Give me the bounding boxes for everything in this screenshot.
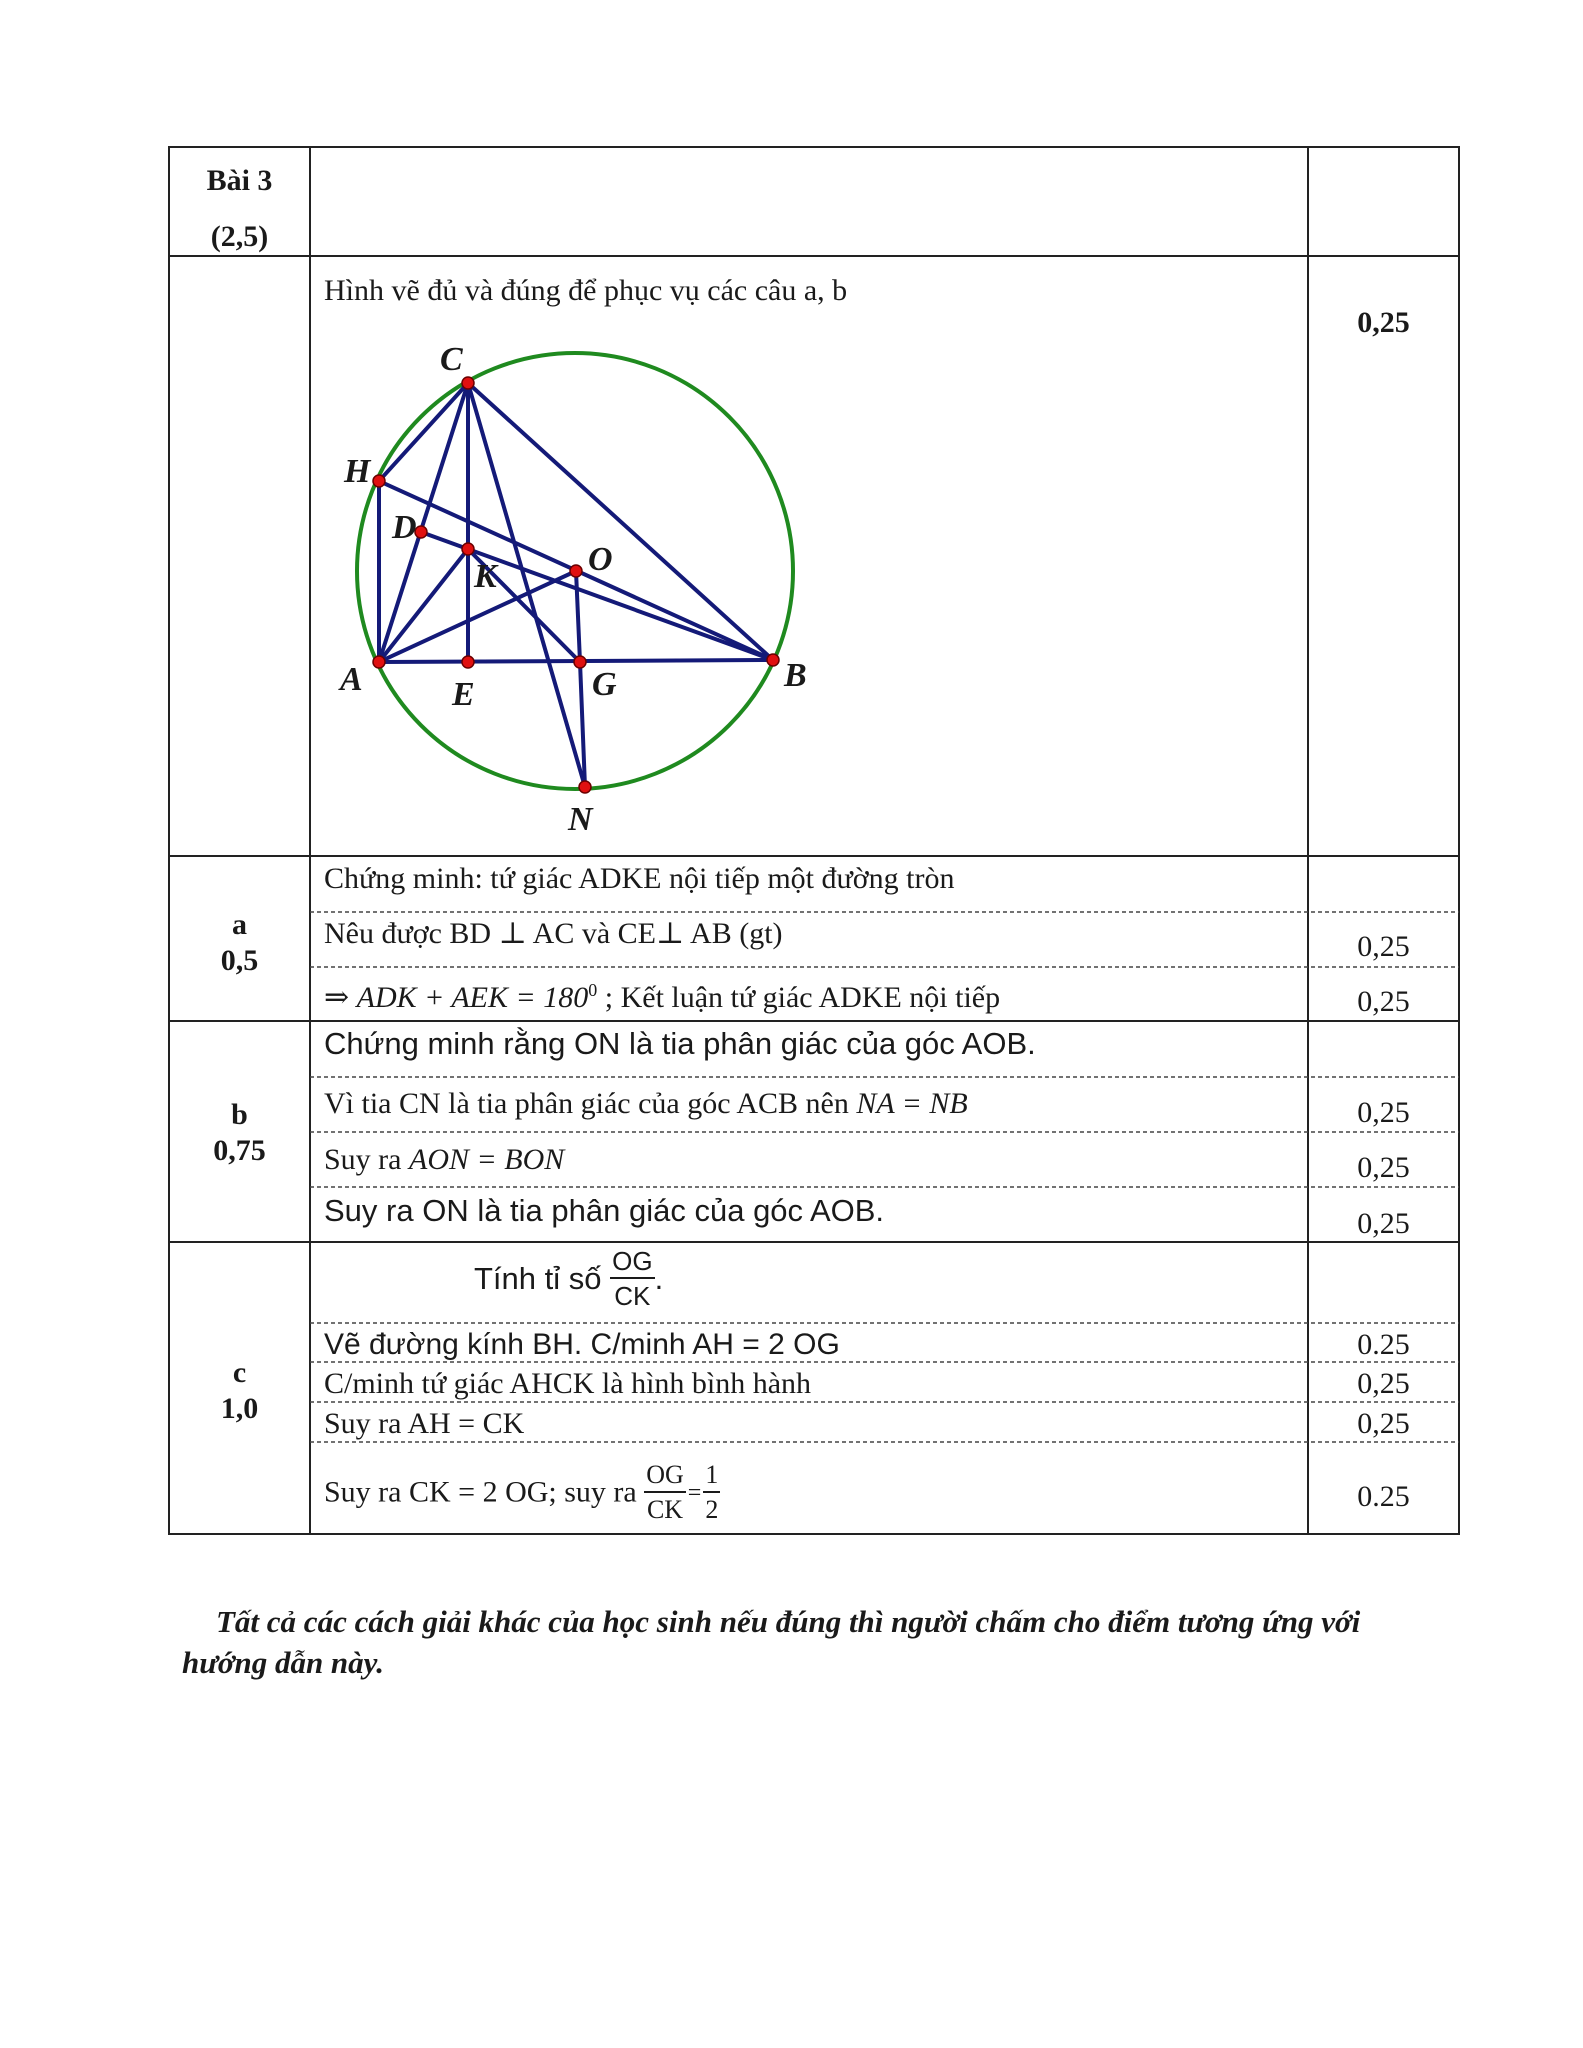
part-a-conclusion: ; Kết luận tứ giác ADKE nội tiếp	[597, 981, 1001, 1014]
part-c-step3: Suy ra AH = CK	[324, 1407, 525, 1440]
title-period: .	[654, 1261, 664, 1296]
part-b-step2-text: Suy ra	[324, 1143, 409, 1176]
part-a-step1-score: 0,25	[1357, 930, 1410, 963]
part-c-step2: C/minh tứ giác AHCK là hình bình hành	[324, 1367, 812, 1400]
figure-score: 0,25	[1357, 306, 1410, 339]
part-c-step3-score: 0,25	[1357, 1407, 1410, 1440]
part-b-step1-text: Vì tia CN là tia phân giác của góc ACB nên	[324, 1087, 857, 1120]
aon-equals-bon: AON = BON	[409, 1143, 565, 1176]
point-n	[579, 781, 591, 793]
part-b-step1-score: 0,25	[1357, 1096, 1410, 1129]
part-c-step4-score: 0.25	[1357, 1480, 1410, 1513]
fraction-denominator: CK	[614, 1281, 651, 1311]
figure-instruction: Hình vẽ đủ và đúng để phục vụ các câu a, b	[324, 274, 848, 307]
fraction-numerator: 1	[703, 1462, 720, 1493]
part-a-step1: Nêu được BD ⊥ AC và CE⊥ AB (gt)	[324, 917, 783, 950]
point-b	[767, 654, 779, 666]
grading-note: Tất cả các cách giải khác của học sinh nếu đúng thì người chấm cho điểm tương ứng với hướng dẫn này.	[182, 1604, 1361, 1680]
label-b: B	[784, 657, 807, 694]
part-c-step1-score: 0.25	[1357, 1328, 1410, 1361]
fraction-numerator: OG	[644, 1462, 686, 1493]
part-b-step2-score: 0,25	[1357, 1151, 1410, 1184]
part-c-points: 1,0	[220, 1392, 259, 1425]
point-h	[373, 475, 385, 487]
label-g: G	[592, 666, 617, 703]
label-c: C	[440, 341, 463, 378]
part-b-step3-score: 0,25	[1357, 1207, 1410, 1240]
equals-sign: =	[687, 1479, 702, 1506]
ratio-og-ck-result	[644, 1462, 686, 1523]
part-c-title	[474, 1248, 663, 1309]
part-b-step3: Suy ra ON là tia phân giác của góc AOB.	[324, 1193, 885, 1228]
label-d: D	[392, 509, 417, 546]
segment-cb	[468, 383, 773, 660]
part-c-step1: Vẽ đường kính BH. C/minh AH = 2 OG	[324, 1328, 840, 1361]
ratio-one-half	[703, 1462, 720, 1523]
label-h: H	[344, 453, 371, 490]
implies-symbol: ⇒	[324, 981, 350, 1014]
part-a-points: 0,5	[220, 944, 259, 977]
fraction-denominator: 2	[705, 1495, 719, 1524]
part-c-title-text: Tính tỉ số	[474, 1261, 611, 1296]
degree-superscript: 0	[588, 980, 598, 1000]
label-n: N	[568, 801, 593, 838]
ratio-og-ck	[610, 1248, 654, 1309]
part-b-label: b	[231, 1098, 248, 1131]
part-b-step1	[324, 1089, 968, 1119]
part-b-title: Chứng minh rằng ON là tia phân giác của góc AOB.	[324, 1026, 1036, 1061]
part-a-title: Chứng minh: tứ giác ADKE nội tiếp một đường tròn	[324, 862, 955, 895]
part-c-step2-score: 0,25	[1357, 1367, 1410, 1400]
segment-ak	[379, 549, 468, 662]
point-c	[462, 377, 474, 389]
label-e: E	[452, 676, 475, 713]
part-a-step2	[324, 981, 1000, 1013]
fraction-denominator: CK	[646, 1495, 684, 1524]
part-a-step2-score: 0,25	[1357, 985, 1410, 1018]
segment-og	[576, 571, 580, 662]
angle-sum-equation: ADK + AEK = 180	[356, 981, 589, 1014]
point-e	[462, 656, 474, 668]
part-b-points: 0,75	[213, 1134, 266, 1167]
point-g	[574, 656, 586, 668]
problem-points: (2,5)	[210, 220, 269, 253]
geometry-figure	[320, 330, 820, 840]
point-a	[373, 656, 385, 668]
label-a: A	[340, 661, 363, 698]
point-o	[570, 565, 582, 577]
point-k	[462, 543, 474, 555]
segment-ch	[379, 383, 468, 481]
part-c-step4	[324, 1462, 720, 1523]
na-equals-nb: NA = NB	[856, 1087, 968, 1120]
label-k: K	[474, 558, 497, 595]
fraction-numerator: OG	[610, 1248, 654, 1279]
part-c-step4-text: Suy ra CK = 2 OG; suy ra	[324, 1475, 645, 1509]
part-a-label: a	[232, 908, 247, 941]
problem-number: Bài 3	[206, 164, 273, 197]
label-o: O	[588, 541, 613, 578]
part-c-label: c	[232, 1356, 247, 1389]
part-b-step2	[324, 1145, 564, 1175]
point-d	[415, 526, 427, 538]
